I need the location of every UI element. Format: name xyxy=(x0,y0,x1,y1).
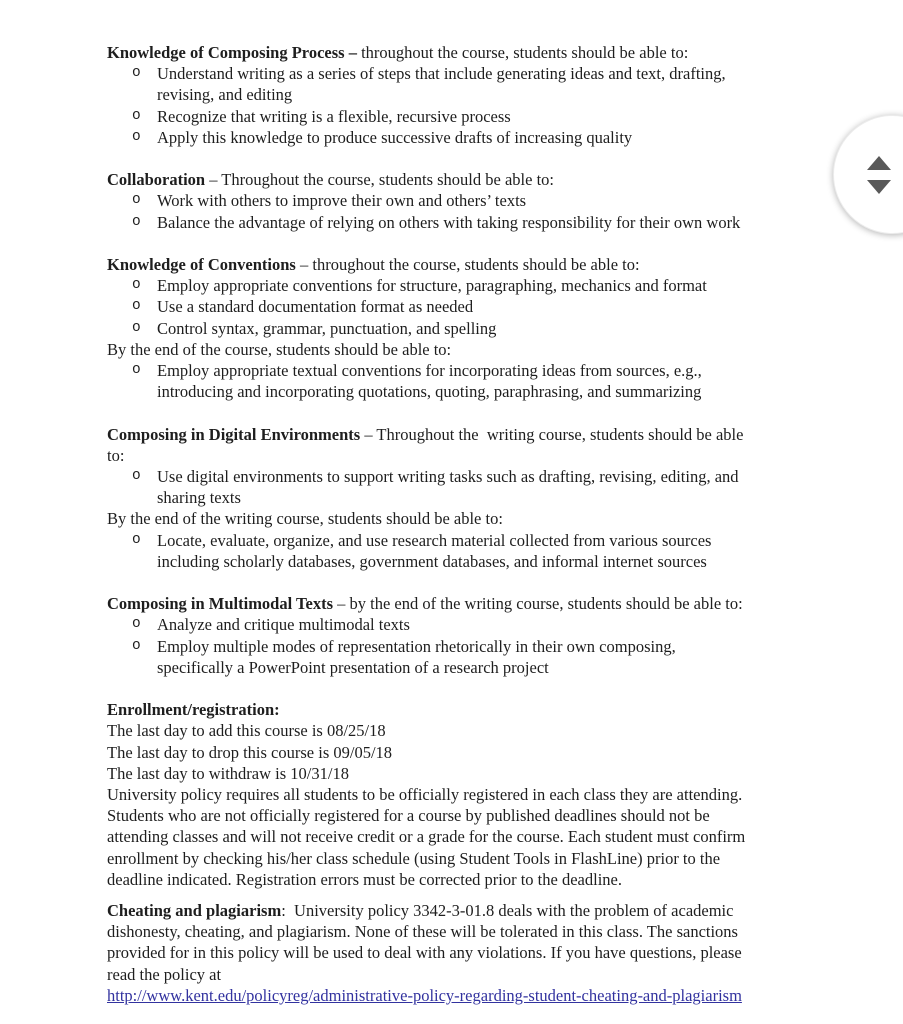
paragraph-line: deadline indicated. Registration errors must be corrected prior to the deadline. xyxy=(107,869,622,889)
section-heading: Cheating and plagiarism xyxy=(107,901,282,921)
section-collaboration xyxy=(107,169,807,233)
bullet-text: Understand writing as a series of steps that include generating ideas and text, drafting, xyxy=(157,64,726,84)
section-composing-in-multimodal-texts xyxy=(107,593,807,678)
bullet-marker: o xyxy=(132,531,141,548)
bullet-text: Employ appropriate conventions for structure, paragraphing, mechanics and format xyxy=(157,276,707,296)
bullet-text: Analyze and critique multimodal texts xyxy=(157,615,410,635)
section-composing-in-digital-environments xyxy=(107,424,807,572)
section-cheating-and-plagiarism xyxy=(107,900,807,1006)
section-heading-line xyxy=(107,424,807,445)
paragraph-line: By the end of the course, students should be able to: xyxy=(107,339,452,359)
section-heading-line xyxy=(107,42,807,63)
policy-link[interactable]: http://www.kent.edu/policyreg/administrative-policy-regarding-student-cheating-and-plagiarism xyxy=(107,985,742,1005)
bullet-text: Employ multiple modes of representation rhetorically in their own composing, xyxy=(157,636,676,656)
bullet-marker: o xyxy=(132,277,141,294)
paragraph-line: The last day to withdraw is 10/31/18 xyxy=(107,763,349,783)
paragraph-line: attending classes and will not receive credit or a grade for the course. Each student must confirm xyxy=(107,827,746,847)
section-heading: Knowledge of Conventions xyxy=(107,255,296,274)
paragraph-line: provided for in this policy will be used to deal with any violations. If you have questions, please xyxy=(107,943,742,963)
triangle-up-icon xyxy=(867,156,891,170)
heading-rest-text: – by the end of the writing course, students should be able to: xyxy=(333,594,743,614)
section-heading: Collaboration xyxy=(107,170,206,190)
section-enrollment-registration xyxy=(107,699,807,890)
link-line xyxy=(107,985,807,1006)
bullet-line xyxy=(107,636,807,657)
bullet-marker: o xyxy=(132,213,141,230)
bullet-line xyxy=(107,84,807,105)
bullet-text: Use digital environments to support writing tasks such as drafting, revising, editing, and xyxy=(157,467,739,487)
document-page xyxy=(107,42,807,1006)
section-heading-line xyxy=(107,900,807,921)
section-heading: Composing in Multimodal Texts xyxy=(107,594,334,614)
bullet-text: introducing and incorporating quotations, quoting, paraphrasing, and summarizing xyxy=(157,382,702,402)
bullet-line xyxy=(107,296,807,317)
section-heading: Knowledge of Composing Process – xyxy=(107,43,357,62)
triangle-down-icon xyxy=(867,180,891,194)
bullet-text: Balance the advantage of relying on others with taking responsibility for their own work xyxy=(157,212,741,232)
bullet-line xyxy=(107,466,807,487)
scroll-control[interactable] xyxy=(833,115,903,234)
bullet-marker: o xyxy=(132,362,141,379)
bullet-text: Recognize that writing is a flexible, recursive process xyxy=(157,106,511,126)
paragraph-line: By the end of the writing course, students should be able to: xyxy=(107,509,503,529)
bullet-text: Use a standard documentation format as needed xyxy=(157,297,474,317)
bullet-marker: o xyxy=(132,107,141,124)
bullet-line xyxy=(107,127,807,148)
bullet-line xyxy=(107,551,807,572)
bullet-marker: o xyxy=(132,298,141,315)
section-heading-line xyxy=(107,593,807,614)
paragraph-line: enrollment by checking his/her class schedule (using Student Tools in FlashLine) prior to the xyxy=(107,848,721,868)
bullet-text: Locate, evaluate, organize, and use research material collected from various sources xyxy=(157,530,712,550)
paragraph-line: Students who are not officially registered for a course by published deadlines should not be xyxy=(107,806,710,826)
bullet-text: revising, and editing xyxy=(157,85,293,105)
paragraph-line: The last day to drop this course is 09/05/18 xyxy=(107,742,393,762)
bullet-line xyxy=(107,360,807,381)
bullet-marker: o xyxy=(132,65,141,82)
bullet-line xyxy=(107,275,807,296)
bullet-marker: o xyxy=(132,637,141,654)
bullet-text: Control syntax, grammar, punctuation, and spelling xyxy=(157,318,497,338)
bullet-line xyxy=(107,614,807,635)
bullet-marker: o xyxy=(132,319,141,336)
heading-rest-text: – Throughout the writing course, students should be able xyxy=(360,424,744,444)
heading-continuation-line: to: xyxy=(107,445,125,465)
scroll-up-button[interactable] xyxy=(867,155,891,170)
bullet-line xyxy=(107,63,807,84)
bullet-line xyxy=(107,530,807,551)
paragraph-line: University policy requires all students to be officially registered in each class they are attending. xyxy=(107,785,743,805)
paragraph-line: dishonesty, cheating, and plagiarism. None of these will be tolerated in this class. The sanctions xyxy=(107,922,738,942)
bullet-line xyxy=(107,487,807,508)
bullet-line xyxy=(107,106,807,127)
section-heading-line xyxy=(107,254,807,275)
bullet-text: including scholarly databases, government databases, and informal internet sources xyxy=(157,551,707,571)
bullet-line xyxy=(107,381,807,402)
scroll-down-button[interactable] xyxy=(867,179,891,194)
bullet-marker: o xyxy=(132,616,141,633)
paragraph-line: read the policy at xyxy=(107,964,222,984)
section-knowledge-of-conventions xyxy=(107,254,807,402)
bullet-text: Apply this knowledge to produce successive drafts of increasing quality xyxy=(157,127,633,147)
bullet-text: Employ appropriate textual conventions for incorporating ideas from sources, e.g., xyxy=(157,361,702,381)
heading-rest-text: throughout the course, students should be able to: xyxy=(356,43,689,62)
bullet-text: specifically a PowerPoint presentation of a research project xyxy=(157,657,549,677)
bullet-marker: o xyxy=(132,128,141,145)
section-heading: Composing in Digital Environments xyxy=(107,424,361,444)
bullet-marker: o xyxy=(132,192,141,209)
bullet-line xyxy=(107,657,807,678)
heading-rest-text: – throughout the course, students should be able to: xyxy=(295,255,640,274)
section-heading-line xyxy=(107,699,807,720)
bullet-text: Work with others to improve their own and others’ texts xyxy=(157,191,527,211)
bullet-text: sharing texts xyxy=(157,488,241,508)
section-heading: Enrollment/registration: xyxy=(107,700,280,720)
bullet-line xyxy=(107,190,807,211)
section-knowledge-of-composing-process xyxy=(107,42,807,148)
bullet-marker: o xyxy=(132,468,141,485)
paragraph-line: The last day to add this course is 08/25/18 xyxy=(107,721,386,741)
heading-rest-text: : University policy 3342-3-01.8 deals with the problem of academic xyxy=(281,901,734,921)
heading-rest-text: – Throughout the course, students should be able to: xyxy=(205,170,554,190)
bullet-line xyxy=(107,318,807,339)
section-heading-line xyxy=(107,169,807,190)
bullet-line xyxy=(107,212,807,233)
